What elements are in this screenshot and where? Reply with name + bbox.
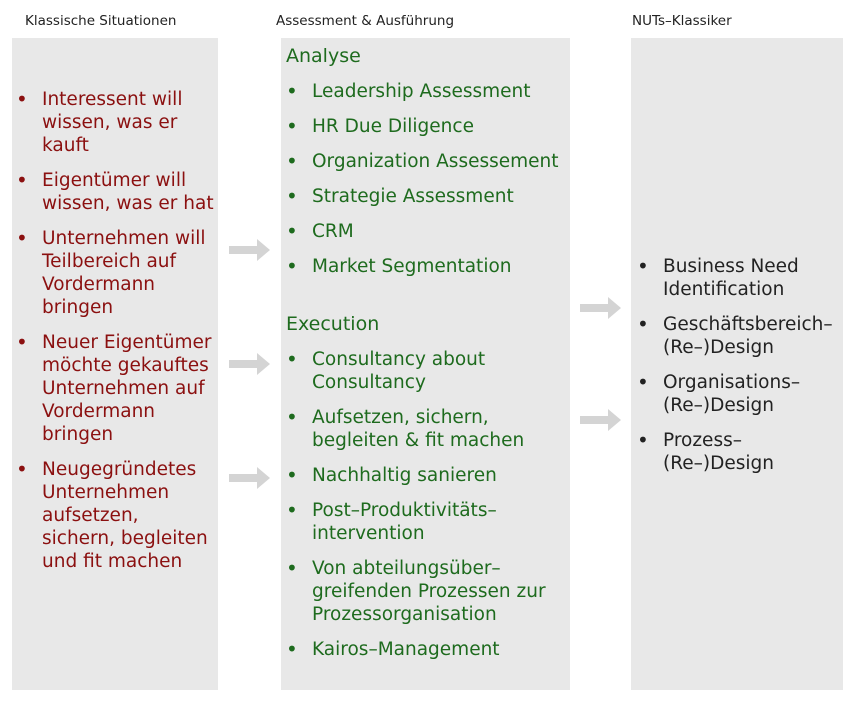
list-item: • Market Segmentation [286,254,512,278]
execution-list [286,348,568,661]
arrow-right-icon [229,352,271,376]
list-item: • Unternehmen will Teilbereich auf Vordermann bringen [16,226,206,318]
bullet-icon: • [16,457,28,481]
list-item: • HR Due Diligence [286,114,474,138]
bullet-icon: • [637,312,649,336]
bullet-icon: • [16,226,28,250]
list-item: • Von abteilungsüber–greifenden Prozessen zur Prozessorganisation [286,556,546,625]
list-item: • Kairos–Management [286,637,500,661]
bullet-icon: • [286,347,298,371]
list-item: • Aufsetzen, sichern, begleiten & fit machen [286,405,525,451]
bullet-icon: • [286,79,298,103]
header-assessment-ausfuehrung: Assessment & Ausführung [276,13,455,29]
bullet-icon: • [16,330,28,354]
list-item: • Eigentümer will wissen, was er hat [16,168,214,214]
list-item: • Nachhaltig sanieren [286,463,497,487]
bullet-icon: • [637,254,649,278]
klassiker-list [637,255,841,475]
list-item: • Strategie Assessment [286,184,514,208]
list-item: • Neugegründetes Unternehmen aufsetzen, sichern, begleiten und fit machen [16,457,208,572]
header-nuts-klassiker: NUTs–Klassiker [632,13,732,29]
list-item: • Business Need Identification [637,254,799,300]
arrow-right-icon [580,296,622,320]
bullet-icon: • [286,149,298,173]
list-item: • Leadership Assessment [286,79,531,103]
bullet-icon: • [16,87,28,111]
arrow-right-icon [229,466,271,490]
bullet-icon: • [286,114,298,138]
arrow-right-icon [229,238,271,262]
bullet-icon: • [637,428,649,452]
bullet-icon: • [286,254,298,278]
list-item: • Post–Produktivitäts–intervention [286,498,497,544]
bullet-icon: • [286,556,298,580]
list-item: • Organization Assessement [286,149,559,173]
bullet-icon: • [286,463,298,487]
list-item: • Organisations–(Re–)Design [637,370,801,416]
panel-nuts-klassiker [631,38,843,690]
list-item: • CRM [286,219,354,243]
panel-klassische-situationen [12,38,218,690]
list-item: • Interessent will wissen, was er kauft [16,87,183,156]
list-item: • Geschäftsbereich–(Re–)Design [637,312,833,358]
panel-assessment-ausfuehrung [281,38,570,690]
bullet-icon: • [286,184,298,208]
bullet-icon: • [286,405,298,429]
bullet-icon: • [16,168,28,192]
bullet-icon: • [286,498,298,522]
list-item: • Neuer Eigentümer möchte gekauftes Unternehmen auf Vordermann bringen [16,330,212,445]
bullet-icon: • [637,370,649,394]
section-title-execution: Execution [286,313,380,335]
section-title-analyse: Analyse [286,45,361,67]
arrow-right-icon [580,408,622,432]
list-item: • Prozess–(Re–)Design [637,428,774,474]
bullet-icon: • [286,637,298,661]
header-klassische-situationen: Klassische Situationen [25,13,177,29]
situations-list [16,88,216,573]
list-item: • Consultancy about Consultancy [286,347,486,393]
analyse-list [286,80,568,278]
bullet-icon: • [286,219,298,243]
